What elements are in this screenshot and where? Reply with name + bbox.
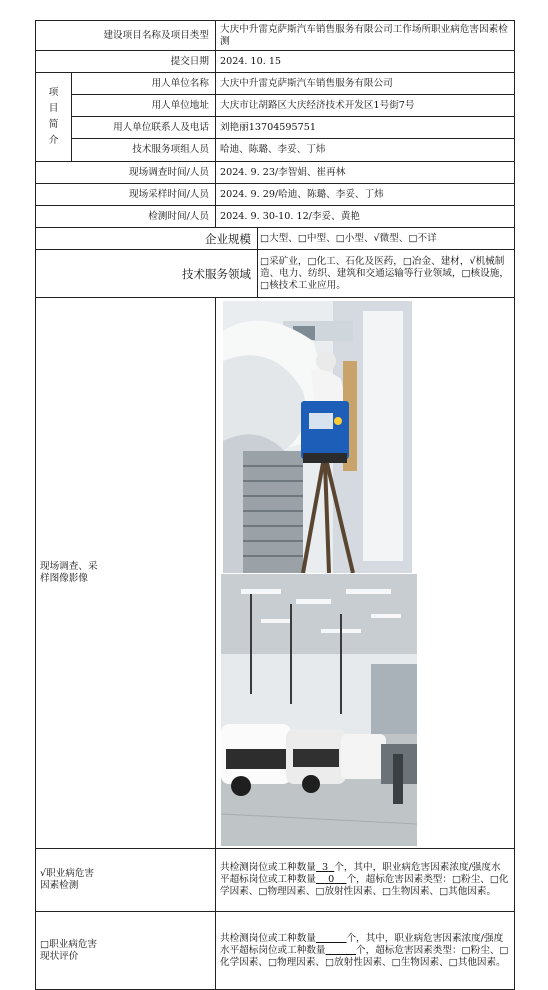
detection-text-b: 个，其中，职业病危害因素浓度/强度水平超标岗位或工种数量 bbox=[220, 862, 501, 885]
row-project-name bbox=[36, 21, 515, 51]
row-submit-date bbox=[36, 51, 515, 73]
row-employer-address bbox=[36, 95, 515, 117]
project-name-value: 大庆中升雷克萨斯汽车销售服务有限公司工作场所职业病危害因素检测 bbox=[216, 21, 515, 51]
project-name-label: 建设项目名称及项目类型 bbox=[36, 21, 216, 51]
testing-label: 检测时间/人员 bbox=[36, 206, 216, 228]
testing-value: 2024. 9. 30-10. 12/李妥、黄艳 bbox=[216, 206, 515, 228]
evaluation-text-b: 个，其中，职业病危害因素浓度/强度水平超标岗位或工种数量 bbox=[220, 932, 504, 956]
evaluation-label: □职业病危害现状评价 bbox=[40, 938, 98, 962]
evaluation-text-a: 共检测岗位或工种数量 bbox=[220, 932, 316, 944]
evaluation-label-cell bbox=[36, 912, 216, 990]
row-detection bbox=[36, 849, 515, 912]
sampling-label: 现场采样时间/人员 bbox=[36, 184, 216, 206]
profile-side-label bbox=[36, 73, 72, 162]
row-scale bbox=[36, 228, 515, 250]
paint-booth-image bbox=[223, 301, 412, 573]
employer-name-value: 大庆中升雷克萨斯汽车销售服务有限公司 bbox=[216, 73, 515, 95]
detection-label: √职业病危害因素检测 bbox=[40, 868, 95, 891]
field-options: □采矿业，□化工、石化及医药，□冶金、建材，√机械制造、电力、纺织、建筑和交通运输等行业领域，□核设施，□核技术工业应用。 bbox=[258, 250, 515, 298]
detection-text-a: 共检测岗位或工种数量 bbox=[220, 862, 316, 873]
contact-label: 用人单位联系人及电话 bbox=[72, 117, 216, 139]
profile-side-text: 项目简介 bbox=[48, 87, 59, 146]
row-survey bbox=[36, 162, 515, 184]
service-workshop-photo bbox=[221, 574, 417, 846]
evaluation-count-blank bbox=[316, 933, 347, 944]
evaluation-text bbox=[216, 912, 515, 990]
field-label: 技术服务领域 bbox=[36, 250, 258, 298]
row-testing bbox=[36, 206, 515, 228]
info-table bbox=[35, 20, 515, 990]
assessment-form bbox=[35, 20, 514, 968]
row-evaluation bbox=[36, 912, 515, 990]
scale-label: 企业规模 bbox=[36, 228, 258, 250]
photos-cell bbox=[216, 298, 515, 849]
detection-label-cell bbox=[36, 849, 216, 912]
survey-value: 2024. 9. 23/李智娟、崔再林 bbox=[216, 162, 515, 184]
row-sampling bbox=[36, 184, 515, 206]
detection-count: 3 bbox=[322, 862, 329, 873]
submit-date-label: 提交日期 bbox=[36, 51, 216, 73]
row-photos bbox=[36, 298, 515, 849]
employer-address-label: 用人单位地址 bbox=[72, 95, 216, 117]
employer-address-value: 大庆市让胡路区大庆经济技术开发区1号街7号 bbox=[216, 95, 515, 117]
detection-text-c: 个，超标危害因素类型：□粉尘、□化学因素、□物理因素、□放射性因素、□生物因素、□其他因素。 bbox=[220, 874, 509, 897]
survey-label: 现场调查时间/人员 bbox=[36, 162, 216, 184]
employer-name-label: 用人单位名称 bbox=[72, 73, 216, 95]
paint-booth-photo bbox=[223, 301, 412, 573]
row-employer-name bbox=[36, 73, 515, 95]
contact-value: 刘艳丽13704595751 bbox=[216, 117, 515, 139]
photos-label-cell bbox=[36, 298, 216, 849]
team-value: 哈迪、陈璐、李妥、丁炜 bbox=[216, 139, 515, 162]
detection-exceed: 0 bbox=[328, 874, 335, 885]
evaluation-text-c: 个，超标危害因素类型：□粉尘、□化学因素、□物理因素、□放射性因素、□生物因素、□其他因素。 bbox=[220, 944, 509, 968]
scale-options: □大型、□中型、□小型、√微型、□不详 bbox=[258, 228, 515, 250]
evaluation-exceed-blank bbox=[326, 945, 357, 956]
team-label: 技术服务项组人员 bbox=[72, 139, 216, 162]
row-team bbox=[36, 139, 515, 162]
photos-label: 现场调查、采样图像影像 bbox=[40, 561, 98, 584]
row-contact bbox=[36, 117, 515, 139]
submit-date-value: 2024. 10. 15 bbox=[216, 51, 515, 73]
row-field bbox=[36, 250, 515, 298]
service-workshop-image bbox=[221, 574, 417, 846]
sampling-value: 2024. 9. 29/哈迪、陈璐、李妥、丁炜 bbox=[216, 184, 515, 206]
detection-text bbox=[216, 849, 515, 912]
